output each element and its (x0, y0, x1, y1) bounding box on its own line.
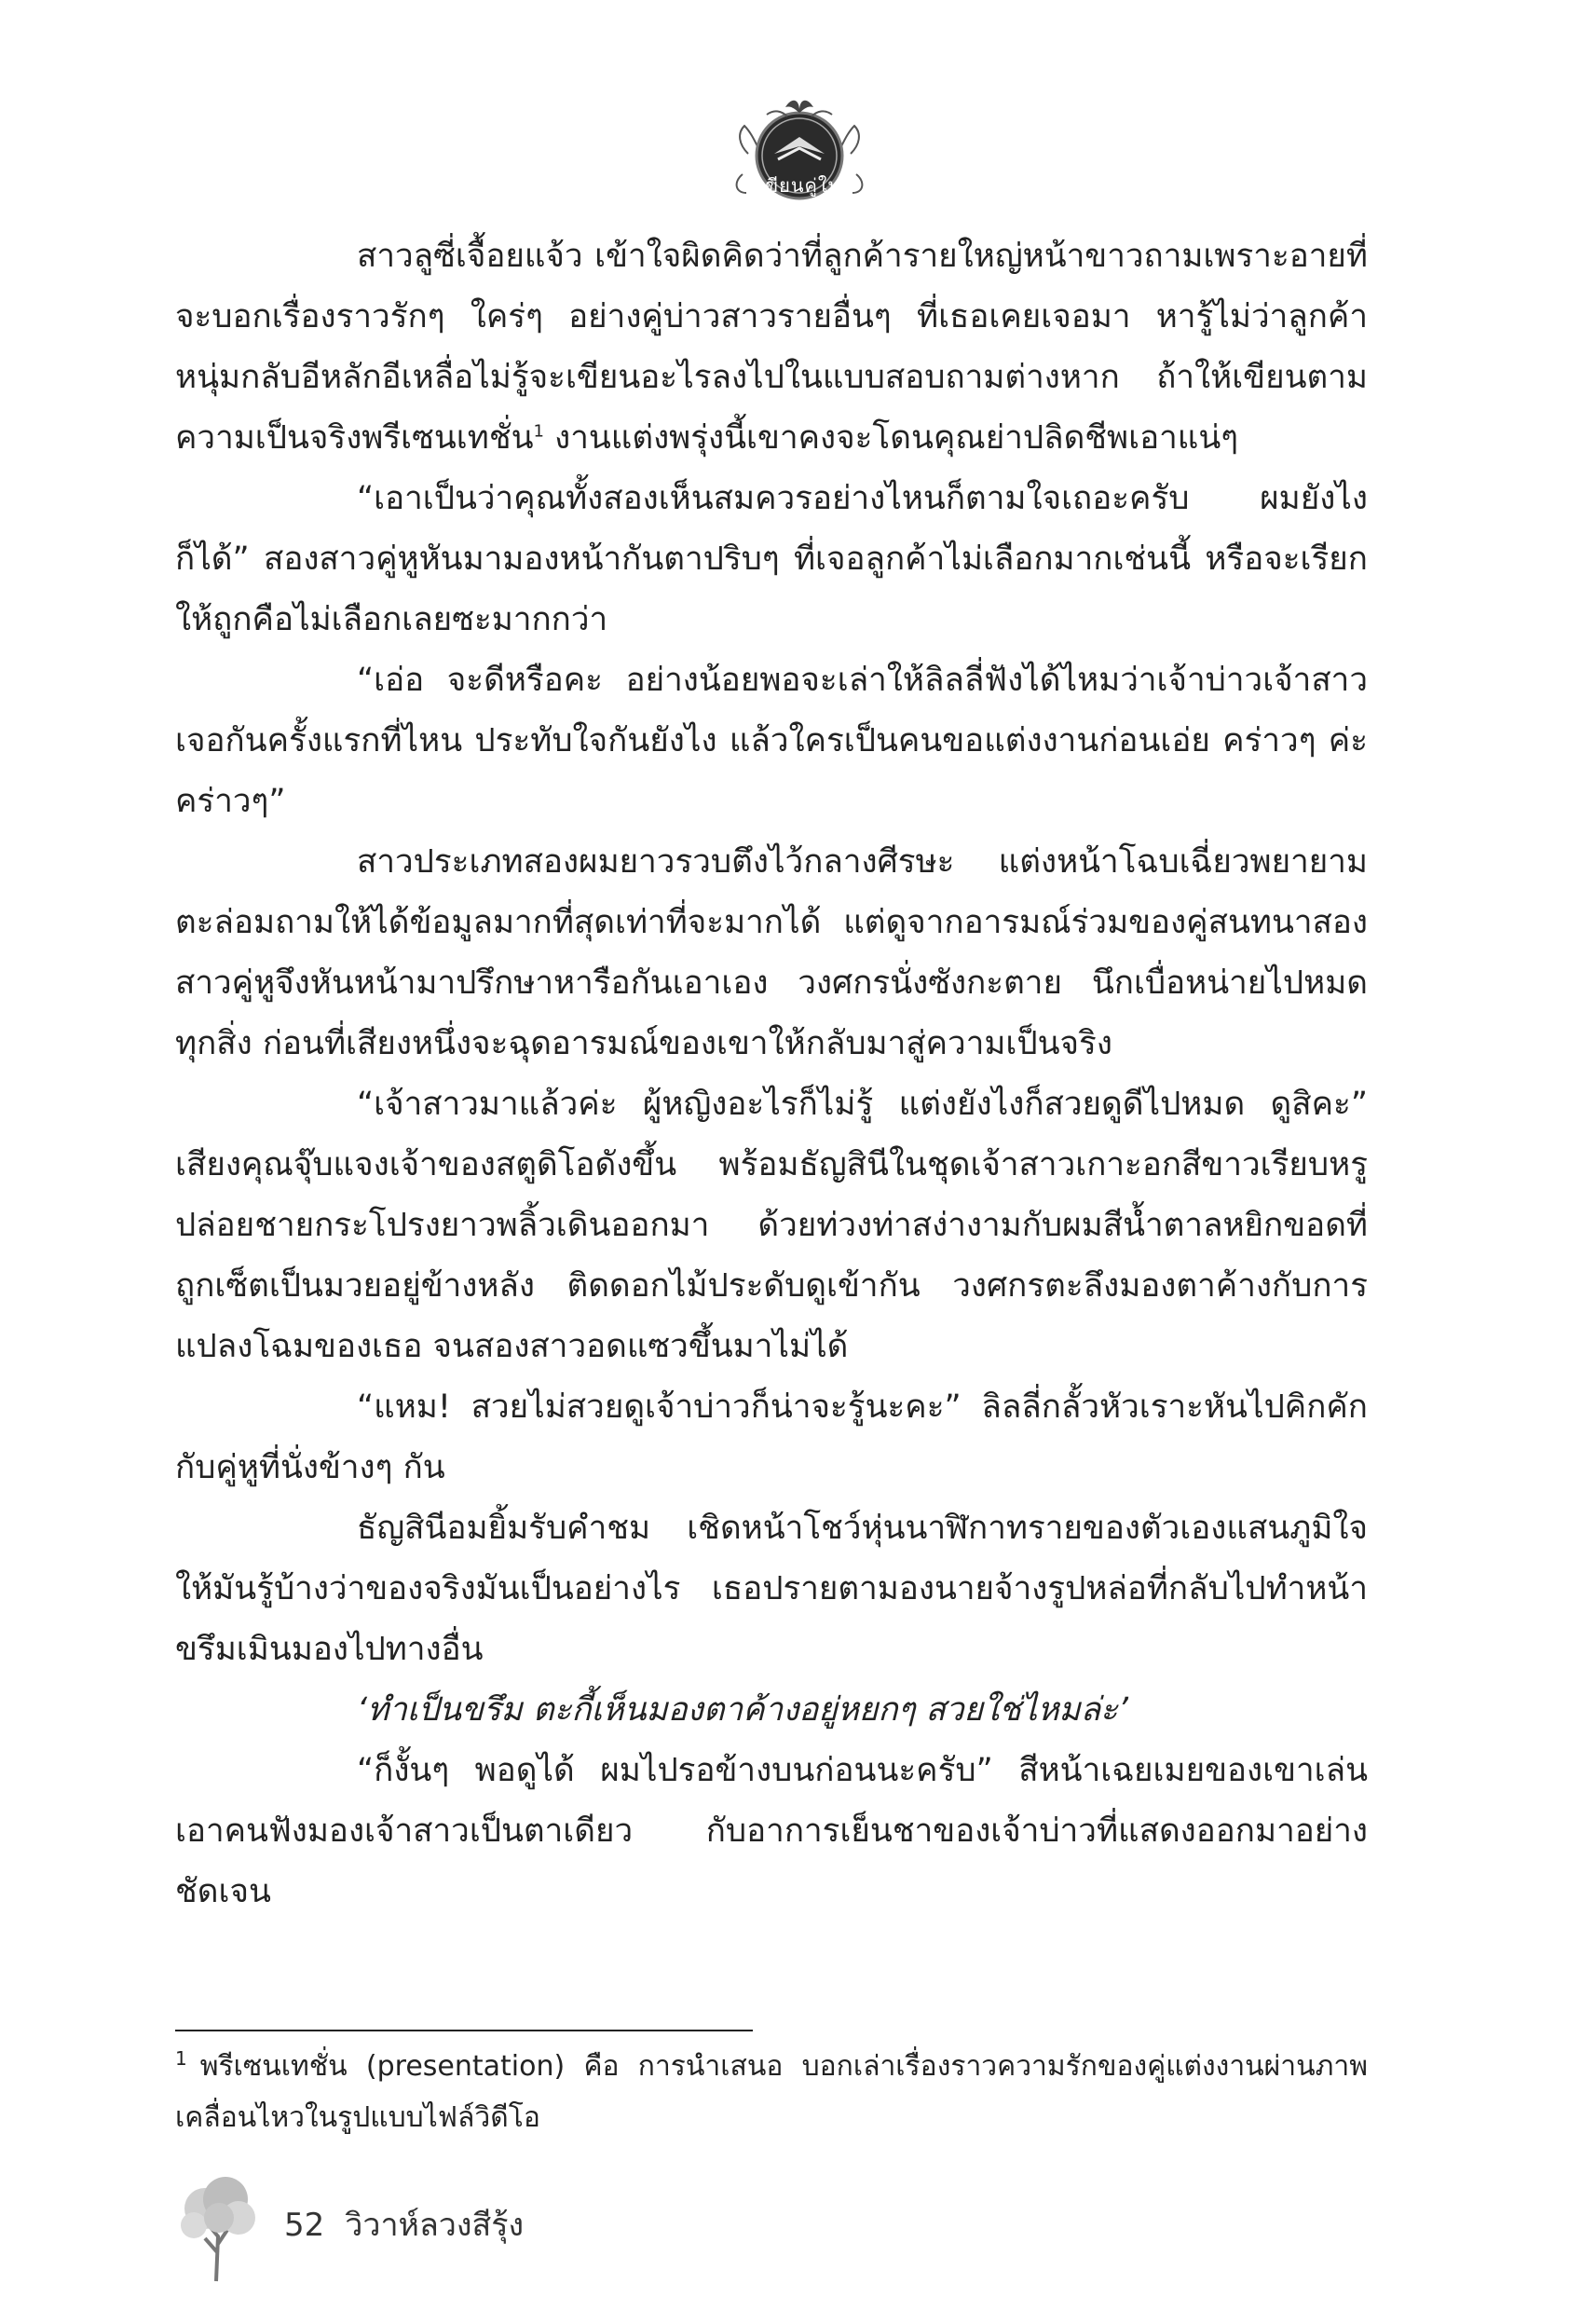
logo-text: เขียนคู่ใบ (757, 174, 841, 197)
paragraph: “เอ่อ จะดีหรือคะ อย่างน้อยพอจะเล่าให้ลิลลี่ฟังได้ไหมว่าเจ้าบ่าวเจ้าสาวเจอกันครั้งแรกที่ไหน ประทับใจกันยังไง แล้วใครเป็นคนขอแต่งงานก่อนเอ่ย คร่าวๆ ค่ะ คร่าวๆ” (175, 662, 1368, 820)
tree-icon (168, 2171, 270, 2283)
paragraph-thought: ‘ทำเป็นขรึม ตะกี้เห็นมองตาค้างอยู่หยกๆ สวยใช่ไหมล่ะ’ (357, 1691, 1128, 1729)
paragraph: “แหม! สวยไม่สวยดูเจ้าบ่าวก็น่าจะรู้นะคะ” ลิลลี่กลั้วหัวเราะหันไปคิกคักกับคู่หูที่นั่งข้างๆ กัน (175, 1388, 1368, 1486)
footnote (175, 2041, 1368, 2143)
footnote-text: พรีเซนเทชั่น (presentation) คือ การนำเสนอ บอกเล่าเรื่องราวความรักของคู่แต่งงานผ่านภาพเคลื่อนไหวในรูปแบบไฟล์วิดีโอ (175, 2050, 1368, 2134)
paragraph: สาวประเภทสองผมยาวรวบตึงไว้กลางศีรษะ แต่งหน้าโฉบเฉี่ยวพยายามตะล่อมถามให้ได้ข้อมูลมากที่สุดเท่าที่จะมากได้ แต่ดูจากอารมณ์ร่วมของคู่สนทนาสองสาวคู่หูจึงหันหน้ามาปรึกษาหารือกันเอาเอง วงศกรนั่งซังกะตาย นึกเบื่อหน่ายไปหมดทุกสิ่ง ก่อนที่เสียงหนึ่งจะฉุดอารมณ์ของเขาให้กลับมาสู่ความเป็นจริง (175, 843, 1368, 1062)
footnote-reference: 1 (533, 421, 544, 442)
body-text (175, 226, 1368, 1922)
paragraph: ธัญสินีอมยิ้มรับคำชม เชิดหน้าโชว์หุ่นนาฬิกาทรายของตัวเองแสนภูมิใจให้มันรู้บ้างว่าของจริงมันเป็นอย่างไร เธอปรายตามองนายจ้างรูปหล่อที่กลับไปทำหน้าขรึมเมินมองไปทางอื่น (175, 1510, 1368, 1668)
paragraph (175, 226, 1368, 469)
page-footer (284, 2199, 544, 2249)
page-number: 52 (284, 2207, 325, 2244)
paragraph-text: งานแต่งพรุ่งนี้เขาคงจะโดนคุณย่าปลิดชีพเอาแน่ๆ (554, 419, 1239, 457)
book-title: วิวาห์ลวงสีรุ้ง (345, 2207, 525, 2244)
paragraph: “เอาเป็นว่าคุณทั้งสองเห็นสมควรอย่างไหนก็ตามใจเถอะครับ ผมยังไงก็ได้” สองสาวคู่หูหันมามองหน้ากันตาปริบๆ ที่เจอลูกค้าไม่เลือกมากเช่นนี้ หรือจะเรียกให้ถูกคือไม่เลือกเลยซะมากกว่า (175, 480, 1368, 638)
paragraph-text: สาวลูซี่เจื้อยแจ้ว เข้าใจผิดคิดว่าที่ลูกค้ารายใหญ่หน้าขาวถามเพราะอายที่จะบอกเรื่องราวรักๆ ใคร่ๆ อย่างคู่บ่าวสาวรายอื่นๆ ที่เธอเคยเจอมา หารู้ไม่ว่าลูกค้าหนุ่มกลับอีหลักอีเหลื่อไม่รู้จะเขียนอะไรลงไปในแบบสอบถามต่างหาก ถ้าให้เขียนตามความเป็นจริงพรีเซนเทชั่น (175, 238, 1368, 457)
footnote-number: 1 (175, 2047, 187, 2070)
paragraph: “เจ้าสาวมาแล้วค่ะ ผู้หญิงอะไรก็ไม่รู้ แต่งยังไงก็สวยดูดีไปหมด ดูสิคะ” เสียงคุณจุ๊บแจงเจ้าของสตูดิโอดังขึ้น พร้อมธัญสินีในชุดเจ้าสาวเกาะอกสีขาวเรียบหรูปล่อยชายกระโปรงยาวพลิ้วเดินออกมา ด้วยท่วงท่าสง่างามกับผมสีน้ำตาลหยิกขอดที่ถูกเซ็ตเป็นมวยอยู่ข้างหลัง ติดดอกไม้ประดับดูเข้ากัน วงศกรตะลึงมองตาค้างกับการแปลงโฉมของเธอ จนสองสาวอดแซวขึ้นมาไม่ได้ (175, 1086, 1368, 1365)
publisher-logo (730, 89, 869, 210)
paragraph: “ก็งั้นๆ พอดูได้ ผมไปรอข้างบนก่อนนะครับ” สีหน้าเฉยเมยของเขาเล่นเอาคนฟังมองเจ้าสาวเป็นตาเดียว กับอาการเย็นชาของเจ้าบ่าวที่แสดงออกมาอย่างชัดเจน (175, 1752, 1368, 1910)
footnote-divider (175, 2030, 753, 2031)
